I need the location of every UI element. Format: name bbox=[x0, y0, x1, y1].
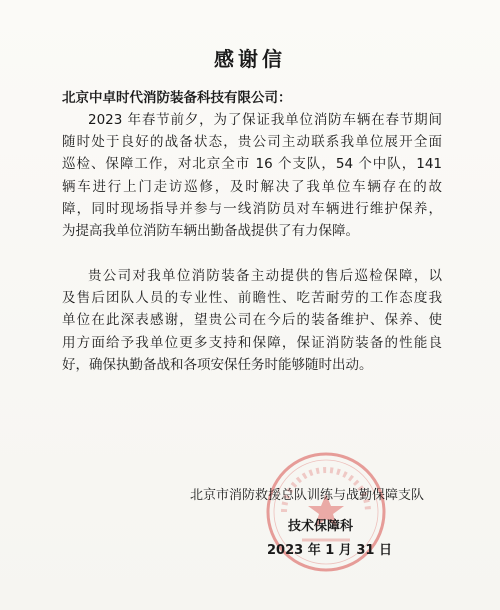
paragraph-line: 好，确保执勤备战和各项安保任务时能够随时出动。 bbox=[62, 356, 373, 373]
paragraph-line: 贵公司对我单位消防装备主动提供的售后巡检保障，以 bbox=[88, 268, 442, 284]
paragraph-line: 单位在此深表感谢，望贵公司在今后的装备维护、保养、使 bbox=[62, 312, 442, 329]
signature-department: 技术保障科 bbox=[288, 519, 354, 534]
paragraph-line: 用方面给予我单位更多支持和保障，保证消防装备的性能良 bbox=[62, 334, 442, 351]
letter-paragraph-1 bbox=[62, 109, 442, 242]
signature-date: 2023 年 1 月 31 日 bbox=[267, 543, 392, 558]
letter-recipient: 北京中卓时代消防装备科技有限公司： bbox=[62, 90, 292, 106]
paragraph-line: 及售后团队人员的专业性、前瞻性、吃苦耐劳的工作态度我 bbox=[62, 290, 442, 307]
paragraph-line: 2023 年春节前夕，为了保证我单位消防车辆在春节期间 bbox=[88, 112, 442, 128]
signature-organization: 北京市消防救援总队训练与战勤保障支队 bbox=[190, 488, 425, 503]
paragraph-line: 为提高我单位消防车辆出勤备战提供了有力保障。 bbox=[62, 222, 359, 239]
paragraph-line: 障，同时现场指导并参与一线消防员对车辆进行维护保养， bbox=[62, 200, 442, 217]
letter-title: 感谢信 bbox=[214, 47, 286, 71]
letter-paragraph-2 bbox=[62, 265, 442, 376]
paragraph-line: 随时处于良好的战备状态，贵公司主动联系我单位展开全面 bbox=[62, 134, 442, 151]
paragraph-line: 辆车进行上门走访巡修，及时解决了我单位车辆存在的故 bbox=[62, 178, 442, 195]
paragraph-line: 巡检、保障工作，对北京全市 16 个支队，54 个中队，141 bbox=[62, 156, 442, 173]
